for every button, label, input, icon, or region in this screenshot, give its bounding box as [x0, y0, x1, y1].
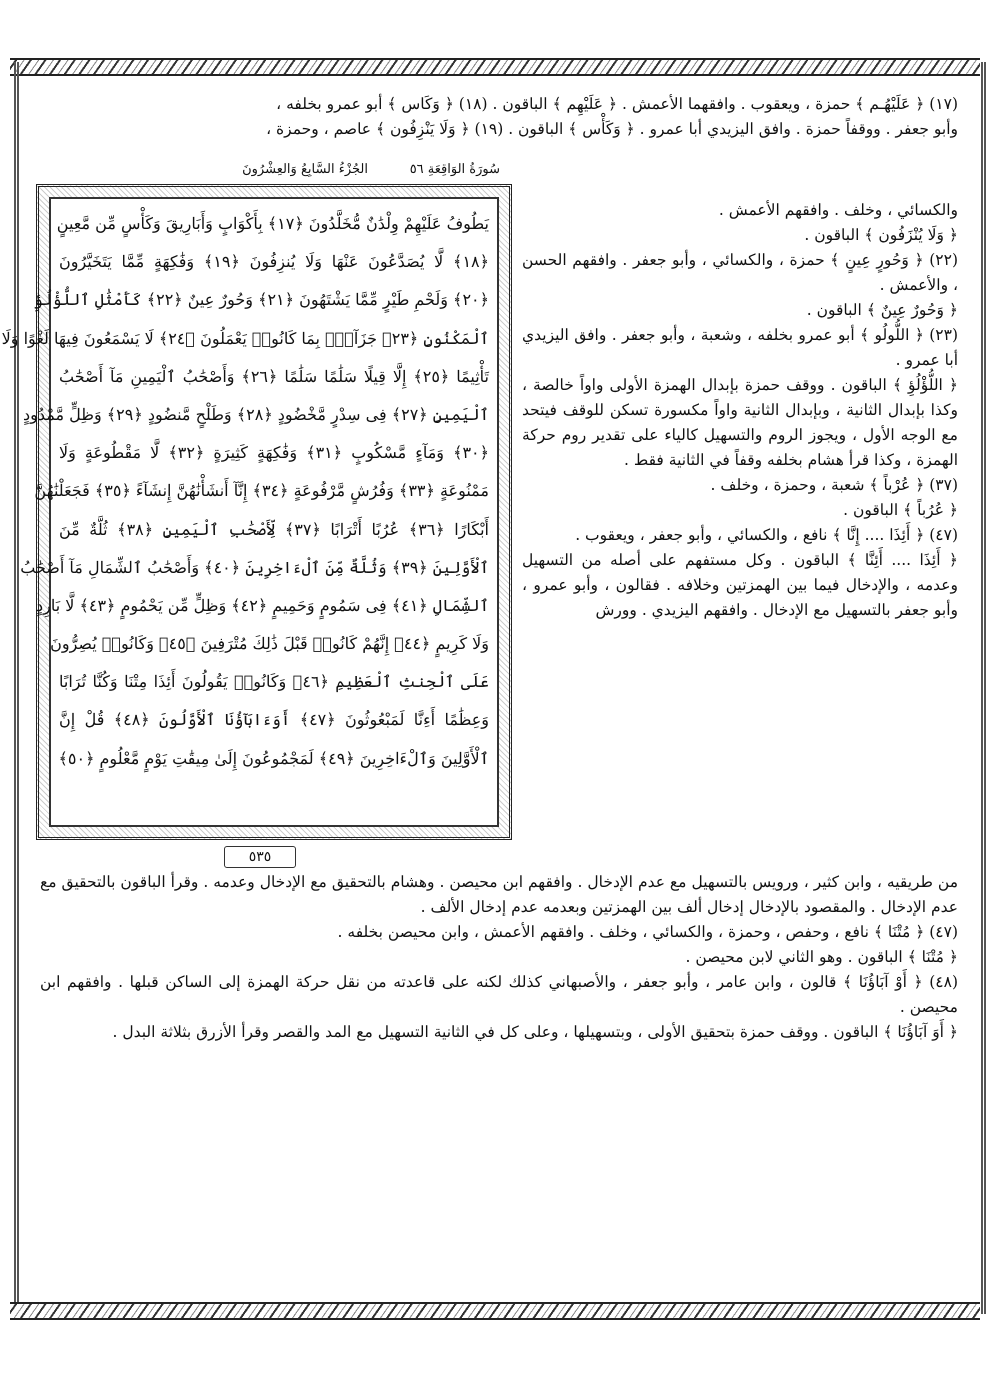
- commentary-line: ﴿ عُرُباً ﴾ الباقون .: [843, 501, 958, 519]
- verse-line: وَعِظَٰمًا أَءِنَّا لَمَبْعُوثُونَ ﴿٤٧﴾ أَوَءَابَآؤُنَا ٱلْأَوَّلُونَ ﴿٤٨﴾ قُلْ إِنَّ: [59, 710, 490, 730]
- verse-line: ٱلْأَوَّلِينَ ﴿٣٩﴾ وَثُلَّةٌ مِّنَ ٱلْءَاخِرِينَ ﴿٤٠﴾ وَأَصْحَٰبُ ٱلشِّمَالِ مَآ أَصْحَٰبُ: [20, 557, 489, 577]
- commentary-line: (٢٢) ﴿ وَحُورٍ عِينٍ ﴾ حمزة ، والكسائي ، وأبو جعفر . وافقهم الحسن ، والأعمش .: [522, 251, 958, 294]
- mushaf-header: [40, 160, 508, 182]
- verse-line: [59, 778, 489, 816]
- verse-line: تَأْثِيمًا ﴿٢٥﴾ إِلَّا قِيلًا سَلَٰمًا سَلَٰمًا ﴿٢٦﴾ وَأَصْحَٰبُ ٱلْيَمِينِ مَآ أَصْحَٰبُ: [59, 366, 489, 386]
- right-commentary: [522, 198, 958, 623]
- page-number: ٥٣٥: [224, 846, 296, 868]
- verse-line: ﴿١٨﴾ لَّا يُصَدَّعُونَ عَنْهَا وَلَا يُنزِفُونَ ﴿١٩﴾ وَفَٰكِهَةٍ مِّمَّا يَتَخَيَّرُونَ: [59, 252, 489, 272]
- verse-line: ﴿٣٠﴾ وَمَآءٍ مَّسْكُوبٍ ﴿٣١﴾ وَفَٰكِهَةٍ كَثِيرَةٍ ﴿٣٢﴾ لَّا مَقْطُوعَةٍ وَلَا: [59, 443, 490, 463]
- commentary-line: ﴿ أَوَ آبَاؤُنَا ﴾ الباقون . ووقف حمزة بتحقيق الأولى ، وبتسهيلها ، وعلى كل في الثانية التسهيل مع المد والقصر وقرأ الأزرق بثلاثة البدل .: [112, 1023, 958, 1041]
- commentary-line: (٣٧) ﴿ عُرْباً ﴾ شعبة ، وحمزة ، وخلف .: [710, 476, 958, 494]
- commentary-line: (٤٧) ﴿ أَئِذَا .... إِنَّا ﴾ نافع ، والكسائي ، وأبو جعفر ، ويعقوب .: [575, 526, 958, 544]
- commentary-line: ﴿ وَلَا يُنْزَفُون ﴾ الباقون .: [804, 226, 958, 244]
- commentary-line: من طريقيه ، وابن كثير ، ورويس بالتسهيل مع عدم الإدخال . وافقهم ابن محيصن . وهشام بالتحقيق مع الإدخال وعدمه . وقرأ الباقون بالتحقيق مع عدم الإدخال . والمقصود بالإدخال إدخال ألف بين الهمزتين وبعدمه عدم إدخال الألف .: [40, 873, 958, 916]
- verse-line: يَطُوفُ عَلَيْهِمْ وِلْدَٰنٌ مُّخَلَّدُونَ ﴿١٧﴾ بِأَكْوَابٍ وَأَبَارِيقَ وَكَأْسٍ مِّن مَّعِينٍ: [56, 214, 489, 233]
- verse-line: أَبْكَارًا ﴿٣٦﴾ عُرُبًا أَتْرَابًا ﴿٣٧﴾ لِّأَصْحَٰبِ ٱلْيَمِينِ ﴿٣٨﴾ ثُلَّةٌ مِّنَ: [59, 519, 490, 539]
- commentary-line: (٢٣) ﴿ اللُّولُو ﴾ أبو عمرو بخلفه ، وشعبة ، وأبو جعفر . وافق اليزيدي أبا عمرو .: [522, 326, 958, 369]
- commentary-line: (٤٧) ﴿ مُتْنَا ﴾ نافع ، وحفص ، وحمزة ، والكسائي ، وخلف . وافقهم الأعمش ، وابن محيصن بخلفه .: [337, 923, 958, 941]
- verse-line: ٱلشِّمَالِ ﴿٤١﴾ فِى سَمُومٍ وَحَمِيمٍ ﴿٤٢﴾ وَظِلٍّ مِّن يَحْمُومٍ ﴿٤٣﴾ لَّا بَارِدٍ: [35, 595, 489, 615]
- verse-line: ﴿٢٠﴾ وَلَحْمِ طَيْرٍ مِّمَّا يَشْتَهُونَ ﴿٢١﴾ وَحُورٌ عِينٌ ﴿٢٢﴾ كَأَمْثَٰلِ ٱللُّؤْلُؤِ: [33, 290, 489, 310]
- verse-line: عَلَى ٱلْحِنثِ ٱلْعَظِيمِ ﴿٤٦﴾ وَكَانُوا۟ يَقُولُونَ أَئِذَا مِتْنَا وَكُنَّا تُرَابًا: [59, 672, 490, 692]
- mushaf-frame: [1, 184, 512, 840]
- commentary-line: (١٧) ﴿ عَلَيْهُـم ﴾ حمزة ، ويعقوب . وافقهما الأعمش . ﴿ عَلَيْهِم ﴾ الباقون . (١٨) ﴿ وَكَاس ﴾ أبو عمرو بخلفه ،: [276, 95, 958, 113]
- verse-line: مَمْنُوعَةٍ ﴿٣٣﴾ وَفُرُشٍ مَّرْفُوعَةٍ ﴿٣٤﴾ إِنَّآ أَنشَأْنَٰهُنَّ إِنشَآءً ﴿٣٥﴾ فَجَعَلْنَٰهُنَّ: [34, 481, 489, 501]
- commentary-line: ﴿ اللُّؤْلُؤِ ﴾ الباقون . ووقف حمزة بإبدال الهمزة الأولى واواً خالصة ، وكذا بإبدال الثانية ، وبإبدال الثانية واواً مكسورة تسكن للوقف فيتحد مع الوجه الأول ، ويجوز الروم والتسهيل كالياء على تقدير روم حركة الهمزة ، وكذا قرأ هشام بخلفه وقفاً في الثانية فقط .: [522, 376, 958, 469]
- verse-line: ٱلْأَوَّلِينَ وَٱلْءَاخِرِينَ ﴿٤٩﴾ لَمَجْمُوعُونَ إِلَىٰ مِيقَٰتِ يَوْمٍ مَّعْلُومٍ ﴿٥٠﴾: [58, 748, 489, 768]
- verse-line: وَلَا كَرِيمٍ ﴿٤٤﴾ إِنَّهُمْ كَانُوا۟ قَبْلَ ذَٰلِكَ مُتْرَفِينَ ﴿٤٥﴾ وَكَانُوا۟ يُصِرُّونَ: [50, 634, 489, 654]
- verse-line: ٱلْمَكْنُونِ ﴿٢٣﴾ جَزَآءًۢ بِمَا كَانُوا۟ يَعْمَلُونَ ﴿٢٤﴾ لَا يَسْمَعُونَ فِيهَا لَغْوًا وَلَا: [1, 328, 489, 348]
- mushaf-text: [1, 197, 499, 827]
- top-commentary: [40, 92, 958, 142]
- bottom-border: [10, 1302, 980, 1320]
- commentary-line: ﴿ مُتْنَا ﴾ الباقون . وهو الثاني لابن محيصن .: [685, 948, 958, 966]
- commentary-line: والكسائي ، وخلف . وافقهم الأعمش .: [718, 201, 958, 219]
- verse-line: ٱلْيَمِينِ ﴿٢٧﴾ فِى سِدْرٍ مَّخْضُودٍ ﴿٢٨﴾ وَطَلْحٍ مَّنضُودٍ ﴿٢٩﴾ وَظِلٍّ مَّمْدُودٍ: [22, 404, 489, 424]
- juz-title: الجُزْءُ السَّابِعُ وَالعِشْرُونَ: [242, 162, 368, 177]
- commentary-line: ﴿ أَئِذَا .... أَئِنَّا ﴾ الباقون . وكل مستفهم على أصله من التسهيل وعدمه ، والإدخال فيما بين الهمزتين وخلافه . فقالون ، وأبو عمرو ، وأبو جعفر بالتسهيل مع الإدخال . وافقهم اليزيدي . وورش: [522, 551, 958, 619]
- commentary-line: وأبو جعفر . ووقفاً حمزة . وافق اليزيدي أبا عمرو . ﴿ وَكَأْس ﴾ الباقون . (١٩) ﴿ وَلَا يَنْزِفُون ﴾ عاصم ، وحمزة ،: [266, 120, 958, 138]
- bottom-commentary: [40, 870, 958, 1045]
- commentary-line: (٤٨) ﴿ أَوْ آبَاؤُنَا ﴾ قالون ، وابن عامر ، وأبو جعفر ، والأصبهاني كذلك لكنه على قاعدته من نقل حركة الهمزة إلى الساكن قبلها . وافقهم ابن محيصن .: [40, 973, 958, 1016]
- surah-title: سُورَةُ الوَاقِعَةِ ٥٦: [409, 162, 500, 177]
- commentary-line: ﴿ وَحُورٌ عِينٌ ﴾ الباقون .: [806, 301, 958, 319]
